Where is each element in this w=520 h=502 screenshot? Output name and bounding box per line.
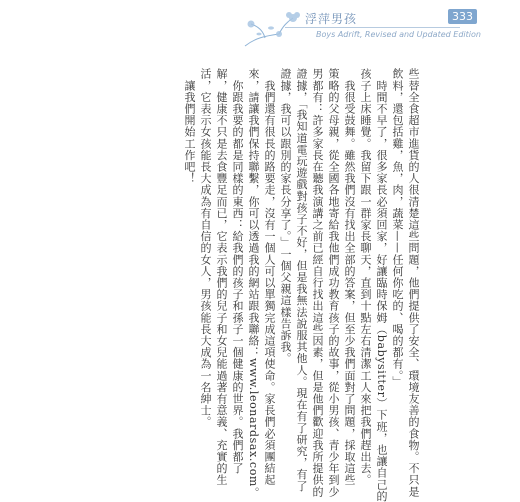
text-column-1: 些替全食超市進貨的人很清楚這些問題，他們提供了安全、環境友善的食物。不只是 [407,68,420,498]
text-column-4: 孩子上床睡覺。我留下跟一群家長聊天，直到十點左右清潔工人來把我們趕出去。 [359,68,372,486]
text-column-5: 我很受鼓舞。雖然我們沒有找出全部的答案，但至少我們面對了問題，採取這些 [343,68,356,486]
text-column-7: 男都有：許多家長在聽我演講之前已經自行找出這些因素，但是他們歡迎我所提供的 [311,68,324,498]
text-column-3: 時間不早了，很多家長必須回家，好讓臨時保姆（babysitter）下班，也讓自己的 [375,68,388,502]
header-rule [285,27,460,28]
text-column-12: 你跟我要的都是同樣的東西：給我們的孩子和孫子一個健康的世界。我們都了 [231,68,244,474]
text-column-9: 證據，我可以跟別的家長分享了。」一個父親這樣告訴我。 [279,68,292,365]
text-column-13: 解，健康不只是去食豐足而已，它表示我們的兒子和女兒能過著有意義、充實的生 [215,68,228,486]
text-column-10: 我們還有很長的路要走，沒有一個人可以單獨完成這項使命。家長們必須團結起 [263,68,276,486]
header-subtitle: Boys Adrift, Revised and Updated Edition [316,30,481,39]
header-book-title: 浮萍男孩 [305,12,358,26]
text-column-14: 活，它表示女孩能長大成為有自信的女人，男孩能長大成為一名紳士。 [199,68,212,428]
page-number: 333 [448,9,477,24]
text-column-6: 策略的父母親，從全國各地寄給我他們成功教育孩子的故事，從小男孩、青少年到少 [327,68,340,498]
flower-decoration-icon [235,8,305,52]
text-column-15: 讓我們開始工作吧！ [183,68,196,184]
text-column-2: 飲料，還包括雞，魚，肉，蔬菜——任何你吃的、喝的都有。」 [391,68,404,388]
text-column-11: 來，請讓我們保持聯繫，你可以透過我的網站跟我聯絡：www.leonardsax.com。 [247,68,260,499]
vertical-body-text [152,68,420,502]
text-column-8: 證據，「我知道電玩遊戲對孩子不好，但是我無法說服其他人。現在有了研究，有了 [295,68,308,492]
